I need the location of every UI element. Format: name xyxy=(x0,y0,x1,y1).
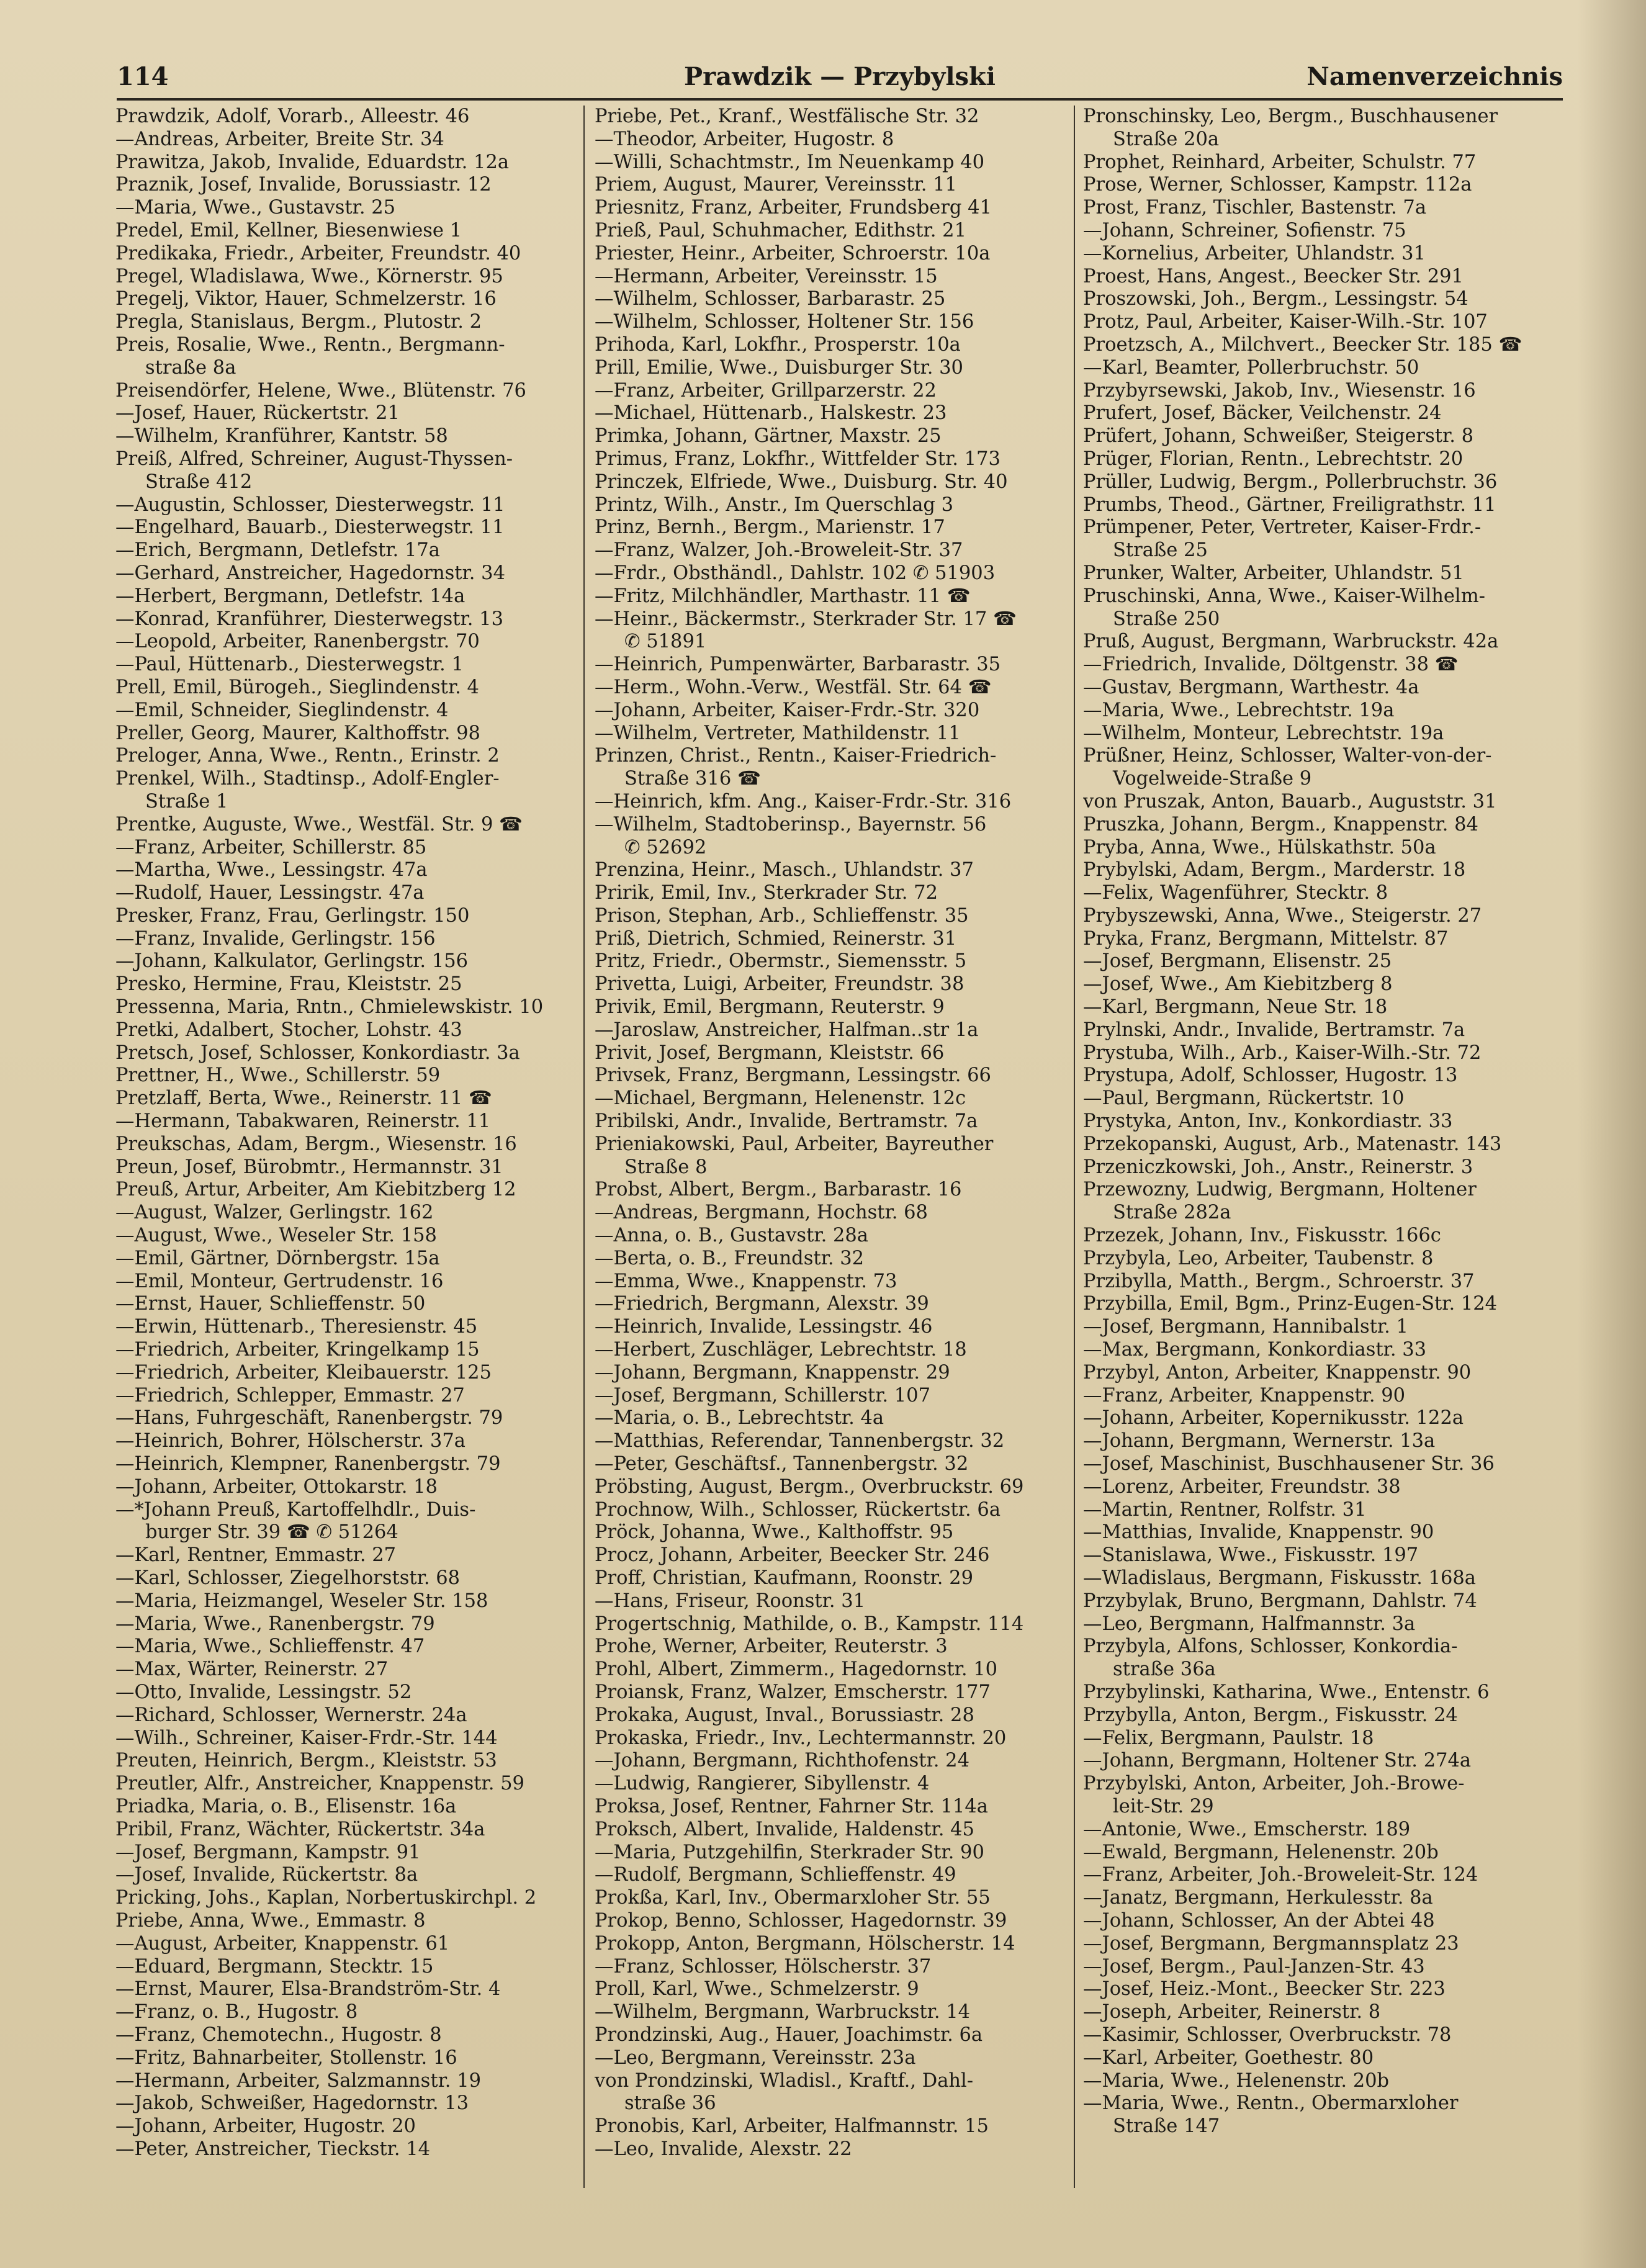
directory-entry: —Matthias, Referendar, Tannenbergstr. 32 xyxy=(595,1430,1005,1452)
directory-entry: Prawdzik, Adolf, Vorarb., Alleestr. 46 xyxy=(115,106,470,127)
directory-entry: —Franz, Walzer, Joh.-Broweleit-Str. 37 xyxy=(595,539,963,562)
directory-entry: Prüller, Ludwig, Bergm., Pollerbruchstr. 36 xyxy=(1083,470,1498,493)
entry-continuation: Straße 316 ☎ xyxy=(624,768,761,790)
directory-entry: —Josef, Bergmann, Elisenstr. 25 xyxy=(1083,950,1392,973)
column-2 xyxy=(595,106,1073,2161)
directory-entry: —Eduard, Bergmann, Stecktr. 15 xyxy=(115,1955,434,1978)
page-header xyxy=(117,60,1563,98)
directory-entry: Pryba, Anna, Wwe., Hülskathstr. 50a xyxy=(1083,836,1436,858)
directory-entry: —Josef, Maschinist, Buschhausener Str. 36 xyxy=(1083,1453,1495,1475)
directory-entry: Progertschnig, Mathilde, o. B., Kampstr. 114 xyxy=(595,1613,1024,1635)
directory-entry: —Andreas, Bergmann, Hochstr. 68 xyxy=(595,1202,928,1224)
directory-entry: —Karl, Bergmann, Neue Str. 18 xyxy=(1083,996,1388,1019)
directory-entry: Prystyka, Anton, Inv., Konkordiastr. 33 xyxy=(1083,1110,1453,1133)
directory-entry: —Martin, Rentner, Rolfstr. 31 xyxy=(1083,1498,1367,1521)
directory-entry: —Hermann, Arbeiter, Salzmannstr. 19 xyxy=(115,2069,482,2092)
directory-entry: Preisendörfer, Helene, Wwe., Blütenstr. 76 xyxy=(115,379,526,402)
directory-entry: Prieß, Paul, Schuhmacher, Edithstr. 21 xyxy=(595,219,966,241)
entry-continuation: Straße 25 xyxy=(1113,539,1208,562)
directory-entry: —August, Wwe., Weseler Str. 158 xyxy=(115,1225,437,1247)
directory-entry: Prison, Stephan, Arb., Schlieffenstr. 35 xyxy=(595,904,969,927)
directory-entry: —Franz, Invalide, Gerlingstr. 156 xyxy=(115,927,436,950)
directory-entry: —Friedrich, Bergmann, Alexstr. 39 xyxy=(595,1293,929,1315)
entry-continuation: leit-Str. 29 xyxy=(1113,1795,1214,1817)
directory-entry: Presker, Franz, Frau, Gerlingstr. 150 xyxy=(115,904,470,927)
directory-entry: —*Johann Preuß, Kartoffelhdlr., Duis- xyxy=(115,1498,476,1521)
directory-entry: Przybyla, Leo, Arbeiter, Taubenstr. 8 xyxy=(1083,1247,1434,1269)
directory-entry: Przezek, Johann, Inv., Fiskusstr. 166c xyxy=(1083,1225,1441,1247)
directory-entry: Przybyrsewski, Jakob, Inv., Wiesenstr. 16 xyxy=(1083,379,1476,402)
directory-entry: Pregelj, Viktor, Hauer, Schmelzerstr. 16 xyxy=(115,288,497,310)
directory-entry: —Hermann, Tabakwaren, Reinerstr. 11 xyxy=(115,1110,491,1133)
directory-entry: Pritz, Friedr., Obermstr., Siemensstr. 5 xyxy=(595,950,967,973)
directory-entry: Predel, Emil, Kellner, Biesenwiese 1 xyxy=(115,219,462,241)
page-number: 114 xyxy=(117,62,169,91)
directory-entry: Pronobis, Karl, Arbeiter, Halfmannstr. 15 xyxy=(595,2115,989,2138)
directory-entry: Proksch, Albert, Invalide, Haldenstr. 45 xyxy=(595,1818,974,1840)
directory-entry: Prumbs, Theod., Gärtner, Freiligrathstr. 11 xyxy=(1083,493,1496,516)
directory-entry: —Maria, Wwe., Gustavstr. 25 xyxy=(115,197,396,219)
column-divider-1 xyxy=(583,106,585,2188)
directory-entry: —Jaroslaw, Anstreicher, Halfman..str 1a xyxy=(595,1019,979,1041)
directory-entry: Priester, Heinr., Arbeiter, Schroerstr. 10a xyxy=(595,242,991,264)
directory-entry: —Leo, Bergmann, Halfmannstr. 3a xyxy=(1083,1613,1416,1635)
directory-entry: —Joseph, Arbeiter, Reinerstr. 8 xyxy=(1083,2001,1381,2023)
directory-entry: Pretzlaff, Berta, Wwe., Reinerstr. 11 ☎ xyxy=(115,1087,492,1110)
directory-entry: Prybyszewski, Anna, Wwe., Steigerstr. 27 xyxy=(1083,904,1482,927)
directory-entry: —Michael, Hüttenarb., Halskestr. 23 xyxy=(595,402,947,425)
directory-entry: —Berta, o. B., Freundstr. 32 xyxy=(595,1247,865,1269)
directory-entry: —Johann, Bergmann, Holtener Str. 274a xyxy=(1083,1750,1472,1772)
directory-entry: —Fritz, Bahnarbeiter, Stollenstr. 16 xyxy=(115,2046,457,2069)
directory-entry: —Wilh., Schreiner, Kaiser-Frdr.-Str. 144 xyxy=(115,1727,498,1749)
directory-entry: Preuten, Heinrich, Bergm., Kleiststr. 53 xyxy=(115,1750,497,1772)
directory-entry: —Friedrich, Arbeiter, Kleibauerstr. 125 xyxy=(115,1361,492,1384)
directory-entry: Privetta, Luigi, Arbeiter, Freundstr. 38 xyxy=(595,973,965,996)
directory-entry: von Pruszak, Anton, Bauarb., Auguststr. 31 xyxy=(1083,790,1497,812)
directory-entry: —Karl, Arbeiter, Goethestr. 80 xyxy=(1083,2046,1374,2069)
directory-entry: —August, Arbeiter, Knappenstr. 61 xyxy=(115,1932,450,1955)
directory-entry: —Ludwig, Rangierer, Sibyllenstr. 4 xyxy=(595,1773,930,1795)
directory-entry: Prill, Emilie, Wwe., Duisburger Str. 30 xyxy=(595,356,963,379)
directory-entry: —Franz, Chemotechn., Hugostr. 8 xyxy=(115,2023,442,2046)
directory-entry: Priadka, Maria, o. B., Elisenstr. 16a xyxy=(115,1795,457,1817)
directory-entry: Pregel, Wladislawa, Wwe., Körnerstr. 95 xyxy=(115,265,503,287)
header-rule xyxy=(117,98,1563,101)
directory-entry: —Franz, Arbeiter, Knappenstr. 90 xyxy=(1083,1384,1406,1406)
directory-entry: —Heinrich, kfm. Ang., Kaiser-Frdr.-Str. 316 xyxy=(595,790,1012,812)
directory-entry: Prystuba, Wilh., Arb., Kaiser-Wilh.-Str. 72 xyxy=(1083,1042,1482,1064)
entry-continuation: Straße 1 xyxy=(145,790,228,812)
directory-entry: —Engelhard, Bauarb., Diesterwegstr. 11 xyxy=(115,516,505,539)
directory-entry: —Franz, o. B., Hugostr. 8 xyxy=(115,2001,358,2023)
directory-entry: Przibylla, Matth., Bergm., Schroerstr. 37 xyxy=(1083,1270,1475,1292)
directory-entry: —Wilhelm, Vertreter, Mathildenstr. 11 xyxy=(595,722,961,744)
directory-entry: —Josef, Wwe., Am Kiebitzberg 8 xyxy=(1083,973,1393,996)
directory-entry: —Heinrich, Klempner, Ranenbergstr. 79 xyxy=(115,1453,501,1475)
directory-entry: —Paul, Bergmann, Rückertstr. 10 xyxy=(1083,1087,1405,1110)
directory-entry: —Karl, Schlosser, Ziegelhorststr. 68 xyxy=(115,1567,461,1589)
directory-entry: —Emil, Schneider, Sieglindenstr. 4 xyxy=(115,699,449,721)
directory-entry: —Antonie, Wwe., Emscherstr. 189 xyxy=(1083,1818,1411,1840)
directory-entry: —Janatz, Bergmann, Herkulesstr. 8a xyxy=(1083,1887,1433,1909)
directory-entry: —Jakob, Schweißer, Hagedornstr. 13 xyxy=(115,2092,469,2115)
directory-entry: Proetzsch, A., Milchvert., Beecker Str. 185 ☎ xyxy=(1083,333,1522,356)
directory-entry: Przybilla, Emil, Bgm., Prinz-Eugen-Str. 124 xyxy=(1083,1293,1498,1315)
directory-entry: Procz, Johann, Arbeiter, Beecker Str. 246 xyxy=(595,1544,990,1567)
entry-continuation: Straße 20a xyxy=(1113,128,1220,150)
directory-entry: —Maria, Wwe., Schlieffenstr. 47 xyxy=(115,1636,425,1658)
directory-entry: —Franz, Schlosser, Hölscherstr. 37 xyxy=(595,1955,932,1978)
directory-entry: —Karl, Beamter, Pollerbruchstr. 50 xyxy=(1083,356,1419,379)
entry-continuation: straße 36a xyxy=(1113,1658,1216,1681)
directory-entry: —Maria, Wwe., Ranenbergstr. 79 xyxy=(115,1613,435,1635)
directory-entry: Proksa, Josef, Rentner, Fahrner Str. 114a xyxy=(595,1795,988,1817)
directory-entry: Prose, Werner, Schlosser, Kampstr. 112a xyxy=(1083,174,1472,196)
entry-continuation: burger Str. 39 ☎ ✆ 51264 xyxy=(145,1521,398,1544)
directory-entry: Proest, Hans, Angest., Beecker Str. 291 xyxy=(1083,265,1464,287)
directory-entry: —Josef, Invalide, Rückertstr. 8a xyxy=(115,1864,418,1886)
directory-entry: —Erich, Bergmann, Detlefstr. 17a xyxy=(115,539,440,562)
directory-entry: Preun, Josef, Bürobmtr., Hermannstr. 31 xyxy=(115,1156,503,1178)
directory-entry: —Heinr., Bäckermstr., Sterkrader Str. 17 ☎ xyxy=(595,608,1017,630)
directory-entry: —August, Walzer, Gerlingstr. 162 xyxy=(115,1202,434,1224)
directory-entry: Prufert, Josef, Bäcker, Veilchenstr. 24 xyxy=(1083,402,1442,425)
directory-entry: —Herbert, Zuschläger, Lebrechtstr. 18 xyxy=(595,1339,967,1361)
directory-entry: —Lorenz, Arbeiter, Freundstr. 38 xyxy=(1083,1475,1401,1498)
directory-entry: Presko, Hermine, Frau, Kleiststr. 25 xyxy=(115,973,462,996)
page-edge-shadow xyxy=(1578,0,1646,2268)
directory-entry: Prüfert, Johann, Schweißer, Steigerstr. 8 xyxy=(1083,425,1474,448)
directory-entry: —Augustin, Schlosser, Diesterwegstr. 11 xyxy=(115,493,505,516)
directory-entry: —Johann, Bergmann, Knappenstr. 29 xyxy=(595,1361,950,1384)
directory-entry: Preis, Rosalie, Wwe., Rentn., Bergmann- xyxy=(115,333,505,356)
directory-entry: Proiansk, Franz, Walzer, Emscherstr. 177 xyxy=(595,1681,991,1703)
directory-entry: —Rudolf, Bergmann, Schlieffenstr. 49 xyxy=(595,1864,956,1886)
directory-entry: —Gustav, Bergmann, Warthestr. 4a xyxy=(1083,676,1419,698)
directory-entry: —Leo, Invalide, Alexstr. 22 xyxy=(595,2138,852,2160)
directory-entry: —Richard, Schlosser, Wernerstr. 24a xyxy=(115,1704,467,1726)
directory-entry: —Maria, Wwe., Helenenstr. 20b xyxy=(1083,2069,1390,2092)
directory-entry: Primus, Franz, Lokfhr., Wittfelder Str. 173 xyxy=(595,448,1001,470)
directory-entry: Prohl, Albert, Zimmerm., Hagedornstr. 10 xyxy=(595,1658,998,1681)
directory-entry: —Wilhelm, Bergmann, Warbruckstr. 14 xyxy=(595,2001,971,2023)
directory-entry: Prokaska, Friedr., Inv., Lechtermannstr. 20 xyxy=(595,1727,1007,1749)
directory-entry: —Paul, Hüttenarb., Diesterwegstr. 1 xyxy=(115,654,464,676)
directory-entry: Pruschinski, Anna, Wwe., Kaiser-Wilhelm- xyxy=(1083,585,1485,607)
directory-entry: Proll, Karl, Wwe., Schmelzerstr. 9 xyxy=(595,1978,919,2000)
directory-entry: —Theodor, Arbeiter, Hugostr. 8 xyxy=(595,128,894,150)
directory-entry: Preuß, Artur, Arbeiter, Am Kiebitzberg 12 xyxy=(115,1179,516,1201)
directory-entry: Prokop, Benno, Schlosser, Hagedornstr. 39 xyxy=(595,1909,1007,1932)
directory-entry: —Ewald, Bergmann, Helenenstr. 20b xyxy=(1083,1841,1439,1863)
directory-entry: —Michael, Bergmann, Helenenstr. 12c xyxy=(595,1087,966,1110)
directory-entry: Prentke, Auguste, Wwe., Westfäl. Str. 9 ☎ xyxy=(115,813,523,835)
directory-entry: —Stanislawa, Wwe., Fiskusstr. 197 xyxy=(1083,1544,1419,1567)
directory-entry: —Johann, Arbeiter, Hugostr. 20 xyxy=(115,2115,416,2138)
directory-entry: —Wladislaus, Bergmann, Fiskusstr. 168a xyxy=(1083,1567,1476,1589)
directory-entry: Princzek, Elfriede, Wwe., Duisburg. Str. 40 xyxy=(595,470,1008,493)
directory-entry: Prokßa, Karl, Inv., Obermarxloher Str. 55 xyxy=(595,1887,991,1909)
directory-entry: Pryka, Franz, Bergmann, Mittelstr. 87 xyxy=(1083,927,1449,950)
directory-entry: Pröbsting, August, Bergm., Overbruckstr. 69 xyxy=(595,1475,1024,1498)
column-divider-2 xyxy=(1074,106,1075,2188)
directory-entry: Prophet, Reinhard, Arbeiter, Schulstr. 77 xyxy=(1083,151,1477,173)
directory-entry: Prihoda, Karl, Lokfhr., Prosperstr. 10a xyxy=(595,333,961,356)
entry-continuation: Straße 250 xyxy=(1113,608,1220,630)
directory-entry: —Emil, Gärtner, Dörnbergstr. 15a xyxy=(115,1247,440,1269)
entry-continuation: Straße 147 xyxy=(1113,2115,1220,2138)
entry-continuation: straße 36 xyxy=(624,2092,716,2115)
directory-entry: Preukschas, Adam, Bergm., Wiesenstr. 16 xyxy=(115,1133,517,1155)
directory-entry: Priesnitz, Franz, Arbeiter, Frundsberg 41 xyxy=(595,197,992,219)
directory-entry: —Heinrich, Invalide, Lessingstr. 46 xyxy=(595,1316,933,1338)
directory-entry: —Franz, Arbeiter, Joh.-Broweleit-Str. 124 xyxy=(1083,1864,1478,1886)
directory-entry: —Emma, Wwe., Knappenstr. 73 xyxy=(595,1270,897,1292)
directory-entry: Pressenna, Maria, Rntn., Chmielewskistr. 10 xyxy=(115,996,544,1019)
directory-entry: —Josef, Bergm., Paul-Janzen-Str. 43 xyxy=(1083,1955,1425,1978)
directory-entry: Prell, Emil, Bürogeh., Sieglindenstr. 4 xyxy=(115,676,479,698)
directory-entry: —Franz, Arbeiter, Schillerstr. 85 xyxy=(115,836,427,858)
directory-entry: Pronschinsky, Leo, Bergm., Buschhausener xyxy=(1083,106,1498,127)
directory-entry: —Friedrich, Arbeiter, Kringelkamp 15 xyxy=(115,1339,480,1361)
page-title: Prawdzik — Przybylski xyxy=(684,62,996,91)
directory-entry: Priebe, Anna, Wwe., Emmastr. 8 xyxy=(115,1909,426,1932)
directory-entry: Przybylak, Bruno, Bergmann, Dahlstr. 74 xyxy=(1083,1590,1477,1612)
directory-entry: —Johann, Arbeiter, Kopernikusstr. 122a xyxy=(1083,1407,1464,1429)
directory-entry: —Wilhelm, Schlosser, Barbarastr. 25 xyxy=(595,288,946,310)
directory-entry: Primka, Johann, Gärtner, Maxstr. 25 xyxy=(595,425,942,448)
directory-entry: —Anna, o. B., Gustavstr. 28a xyxy=(595,1225,868,1247)
directory-entry: Privsek, Franz, Bergmann, Lessingstr. 66 xyxy=(595,1064,991,1087)
directory-entry: Privit, Josef, Bergmann, Kleiststr. 66 xyxy=(595,1042,945,1064)
directory-entry: Pribilski, Andr., Invalide, Bertramstr. 7a xyxy=(595,1110,978,1133)
directory-entry: Preller, Georg, Maurer, Kalthoffstr. 98 xyxy=(115,722,480,744)
directory-entry: Prokopp, Anton, Bergmann, Hölscherstr. 14 xyxy=(595,1932,1015,1955)
directory-entry: —Gerhard, Anstreicher, Hagedornstr. 34 xyxy=(115,562,505,584)
entry-continuation: Vogelweide-Straße 9 xyxy=(1113,768,1312,790)
directory-entry: —Emil, Monteur, Gertrudenstr. 16 xyxy=(115,1270,444,1292)
directory-entry: —Frdr., Obsthändl., Dahlstr. 102 ✆ 51903 xyxy=(595,562,996,584)
directory-entry: —Johann, Bergmann, Wernerstr. 13a xyxy=(1083,1430,1436,1452)
directory-entry: —Herbert, Bergmann, Detlefstr. 14a xyxy=(115,585,465,607)
directory-entry: Prokaka, August, Inval., Borussiastr. 28 xyxy=(595,1704,974,1726)
directory-entry: —Maria, Putzgehilfin, Sterkrader Str. 90 xyxy=(595,1841,984,1863)
entry-continuation: straße 8a xyxy=(145,356,236,379)
directory-entry: —Wilhelm, Schlosser, Holtener Str. 156 xyxy=(595,311,974,333)
directory-entry: Przybylinski, Katharina, Wwe., Entenstr. 6 xyxy=(1083,1681,1490,1703)
directory-entry: —Josef, Heiz.-Mont., Beecker Str. 223 xyxy=(1083,1978,1446,2000)
directory-entry: Prylnski, Andr., Invalide, Bertramstr. 7a xyxy=(1083,1019,1465,1041)
directory-entry: Pröck, Johanna, Wwe., Kalthoffstr. 95 xyxy=(595,1521,954,1544)
directory-entry: —Heinrich, Pumpenwärter, Barbarastr. 35 xyxy=(595,654,1001,676)
directory-entry: Prunker, Walter, Arbeiter, Uhlandstr. 51 xyxy=(1083,562,1464,584)
directory-entry: Priem, August, Maurer, Vereinsstr. 11 xyxy=(595,174,957,196)
directory-entry: —Heinrich, Bohrer, Hölscherstr. 37a xyxy=(115,1430,465,1452)
directory-entry: Prieniakowski, Paul, Arbeiter, Bayreuther xyxy=(595,1133,994,1155)
directory-entry: —Ernst, Maurer, Elsa-Brandström-Str. 4 xyxy=(115,1978,501,2000)
directory-entry: —Karl, Rentner, Emmastr. 27 xyxy=(115,1544,397,1567)
directory-entry: Protz, Paul, Arbeiter, Kaiser-Wilh.-Str. 107 xyxy=(1083,311,1488,333)
directory-entry: —Friedrich, Schlepper, Emmastr. 27 xyxy=(115,1384,465,1406)
directory-entry: Preutler, Alfr., Anstreicher, Knappenstr. 59 xyxy=(115,1773,524,1795)
directory-entry: —Kasimir, Schlosser, Overbruckstr. 78 xyxy=(1083,2023,1452,2046)
directory-entry: Prettner, H., Wwe., Schillerstr. 59 xyxy=(115,1064,441,1087)
directory-entry: Przybylla, Anton, Bergm., Fiskusstr. 24 xyxy=(1083,1704,1458,1726)
directory-entry: —Josef, Bergmann, Kampstr. 91 xyxy=(115,1841,421,1863)
directory-entry: Przybyl, Anton, Arbeiter, Knappenstr. 90 xyxy=(1083,1361,1472,1384)
directory-entry: —Wilhelm, Kranführer, Kantstr. 58 xyxy=(115,425,448,448)
directory-entry: —Johann, Bergmann, Richthofenstr. 24 xyxy=(595,1750,969,1772)
directory-entry: Pregla, Stanislaus, Bergm., Plutostr. 2 xyxy=(115,311,482,333)
directory-entry: Pruszka, Johann, Bergm., Knappenstr. 84 xyxy=(1083,813,1478,835)
directory-entry: —Johann, Arbeiter, Ottokarstr. 18 xyxy=(115,1475,438,1498)
directory-entry: Prüßner, Heinz, Schlosser, Walter-von-der- xyxy=(1083,745,1492,767)
directory-entry: Probst, Albert, Bergm., Barbarastr. 16 xyxy=(595,1179,962,1201)
directory-entry: Prümpener, Peter, Vertreter, Kaiser-Frdr.- xyxy=(1083,516,1482,539)
directory-entry: —Wilhelm, Stadtoberinsp., Bayernstr. 56 xyxy=(595,813,987,835)
directory-entry: Pricking, Johs., Kaplan, Norbertuskirchpl. 2 xyxy=(115,1887,537,1909)
directory-entry: —Herm., Wohn.-Verw., Westfäl. Str. 64 ☎ xyxy=(595,676,992,698)
entry-continuation: Straße 8 xyxy=(624,1156,708,1178)
directory-entry: —Felix, Bergmann, Paulstr. 18 xyxy=(1083,1727,1374,1749)
directory-entry: —Hans, Fuhrgeschäft, Ranenbergstr. 79 xyxy=(115,1407,503,1429)
directory-entry: —Fritz, Milchhändler, Marthastr. 11 ☎ xyxy=(595,585,971,607)
directory-entry: Preloger, Anna, Wwe., Rentn., Erinstr. 2 xyxy=(115,745,500,767)
directory-entry: —Josef, Hauer, Rückertstr. 21 xyxy=(115,402,400,425)
directory-entry: —Johann, Schreiner, Sofienstr. 75 xyxy=(1083,219,1406,241)
directory-entry: —Maria, Heizmangel, Weseler Str. 158 xyxy=(115,1590,488,1612)
directory-entry: Przewozny, Ludwig, Bergmann, Holtener xyxy=(1083,1179,1477,1201)
section-title: Namenverzeichnis xyxy=(1306,62,1563,91)
directory-entry: —Hermann, Arbeiter, Vereinsstr. 15 xyxy=(595,265,938,287)
directory-entry: Prohe, Werner, Arbeiter, Reuterstr. 3 xyxy=(595,1636,948,1658)
directory-entry: Przekopanski, August, Arb., Matenastr. 143 xyxy=(1083,1133,1502,1155)
directory-entry: —Kornelius, Arbeiter, Uhlandstr. 31 xyxy=(1083,242,1426,264)
directory-entry: —Peter, Geschäftsf., Tannenbergstr. 32 xyxy=(595,1453,969,1475)
column-1 xyxy=(115,106,572,2161)
directory-entry: Printz, Wilh., Anstr., Im Querschlag 3 xyxy=(595,493,954,516)
directory-entry: —Leopold, Arbeiter, Ranenbergstr. 70 xyxy=(115,631,480,653)
directory-entry: —Ernst, Hauer, Schlieffenstr. 50 xyxy=(115,1293,426,1315)
directory-entry: —Konrad, Kranführer, Diesterwegstr. 13 xyxy=(115,608,503,630)
directory-entry: —Leo, Bergmann, Vereinsstr. 23a xyxy=(595,2046,916,2069)
directory-entry: Prenzina, Heinr., Masch., Uhlandstr. 37 xyxy=(595,859,974,881)
directory-entry: Pretsch, Josef, Schlosser, Konkordiastr. 3a xyxy=(115,1042,520,1064)
directory-entry: —Johann, Kalkulator, Gerlingstr. 156 xyxy=(115,950,469,973)
directory-entry: —Martha, Wwe., Lessingstr. 47a xyxy=(115,859,428,881)
entry-continuation: ✆ 52692 xyxy=(624,836,707,858)
directory-entry: Prondzinski, Aug., Hauer, Joachimstr. 6a xyxy=(595,2023,983,2046)
directory-entry: —Hans, Friseur, Roonstr. 31 xyxy=(595,1590,866,1612)
directory-entry: —Friedrich, Invalide, Döltgenstr. 38 ☎ xyxy=(1083,654,1459,676)
directory-entry: —Matthias, Invalide, Knappenstr. 90 xyxy=(1083,1521,1434,1544)
directory-entry: Privik, Emil, Bergmann, Reuterstr. 9 xyxy=(595,996,945,1019)
directory-entry: —Felix, Wagenführer, Stecktr. 8 xyxy=(1083,882,1388,904)
directory-entry: —Otto, Invalide, Lessingstr. 52 xyxy=(115,1681,412,1703)
directory-entry: Prüger, Florian, Rentn., Lebrechtstr. 20 xyxy=(1083,448,1464,470)
directory-entry: —Rudolf, Hauer, Lessingstr. 47a xyxy=(115,882,425,904)
directory-entry: Prybylski, Adam, Bergm., Marderstr. 18 xyxy=(1083,859,1466,881)
directory-entry: Praznik, Josef, Invalide, Borussiastr. 12 xyxy=(115,174,492,196)
directory-entry: —Max, Wärter, Reinerstr. 27 xyxy=(115,1658,389,1681)
directory-entry: —Josef, Bergmann, Hannibalstr. 1 xyxy=(1083,1316,1408,1338)
directory-entry: Prinz, Bernh., Bergm., Marienstr. 17 xyxy=(595,516,945,539)
directory-entry: Preiß, Alfred, Schreiner, August-Thyssen- xyxy=(115,448,513,470)
directory-entry: —Maria, Wwe., Rentn., Obermarxloher xyxy=(1083,2092,1459,2115)
directory-entry: —Wilhelm, Monteur, Lebrechtstr. 19a xyxy=(1083,722,1444,744)
directory-entry: —Erwin, Hüttenarb., Theresienstr. 45 xyxy=(115,1316,478,1338)
directory-entry: Priebe, Pet., Kranf., Westfälische Str. 32 xyxy=(595,106,979,127)
directory-entry: Priß, Dietrich, Schmied, Reinerstr. 31 xyxy=(595,927,957,950)
directory-entry: Prochnow, Wilh., Schlosser, Rückertstr. 6a xyxy=(595,1498,1001,1521)
directory-entry: Prawitza, Jakob, Invalide, Eduardstr. 12a xyxy=(115,151,510,173)
directory-entry: —Josef, Bergmann, Bergmannsplatz 23 xyxy=(1083,1932,1459,1955)
directory-entry: —Maria, Wwe., Lebrechtstr. 19a xyxy=(1083,699,1395,721)
directory-entry: Przybylski, Anton, Arbeiter, Joh.-Browe- xyxy=(1083,1773,1465,1795)
directory-entry: Prost, Franz, Tischler, Bastenstr. 7a xyxy=(1083,197,1427,219)
directory-entry: Predikaka, Friedr., Arbeiter, Freundstr. 40 xyxy=(115,242,521,264)
directory-entry: —Andreas, Arbeiter, Breite Str. 34 xyxy=(115,128,444,150)
directory-entry: Pruß, August, Bergmann, Warbruckstr. 42a xyxy=(1083,631,1499,653)
directory-entry: Proszowski, Joh., Bergm., Lessingstr. 54 xyxy=(1083,288,1468,310)
directory-entry: Pribil, Franz, Wächter, Rückertstr. 34a xyxy=(115,1818,485,1840)
directory-entry: —Josef, Bergmann, Schillerstr. 107 xyxy=(595,1384,930,1406)
directory-entry: Przeniczkowski, Joh., Anstr., Reinerstr. 3 xyxy=(1083,1156,1473,1178)
entry-continuation: ✆ 51891 xyxy=(624,631,707,653)
entry-continuation: Straße 282a xyxy=(1113,1202,1231,1224)
directory-entry: Prenkel, Wilh., Stadtinsp., Adolf-Engler- xyxy=(115,768,500,790)
directory-entry: Pretki, Adalbert, Stocher, Lohstr. 43 xyxy=(115,1019,462,1041)
directory-entry: —Peter, Anstreicher, Tieckstr. 14 xyxy=(115,2138,431,2160)
directory-entry: Proff, Christian, Kaufmann, Roonstr. 29 xyxy=(595,1567,973,1589)
directory-entry: —Johann, Schlosser, An der Abtei 48 xyxy=(1083,1909,1435,1932)
directory-entry: —Max, Bergmann, Konkordiastr. 33 xyxy=(1083,1339,1427,1361)
column-3 xyxy=(1083,106,1564,2138)
directory-entry: Pririk, Emil, Inv., Sterkrader Str. 72 xyxy=(595,882,938,904)
directory-entry: Przybyla, Alfons, Schlosser, Konkordia- xyxy=(1083,1636,1458,1658)
directory-entry: Prinzen, Christ., Rentn., Kaiser-Friedrich- xyxy=(595,745,997,767)
directory-entry: —Willi, Schachtmstr., Im Neuenkamp 40 xyxy=(595,151,985,173)
directory-entry: —Johann, Arbeiter, Kaiser-Frdr.-Str. 320 xyxy=(595,699,980,721)
directory-entry: —Franz, Arbeiter, Grillparzerstr. 22 xyxy=(595,379,937,402)
directory-entry: von Prondzinski, Wladisl., Kraftf., Dahl- xyxy=(595,2069,974,2092)
directory-entry: Prystupa, Adolf, Schlosser, Hugostr. 13 xyxy=(1083,1064,1458,1087)
directory-entry: —Maria, o. B., Lebrechtstr. 4a xyxy=(595,1407,884,1429)
entry-continuation: Straße 412 xyxy=(145,470,253,493)
